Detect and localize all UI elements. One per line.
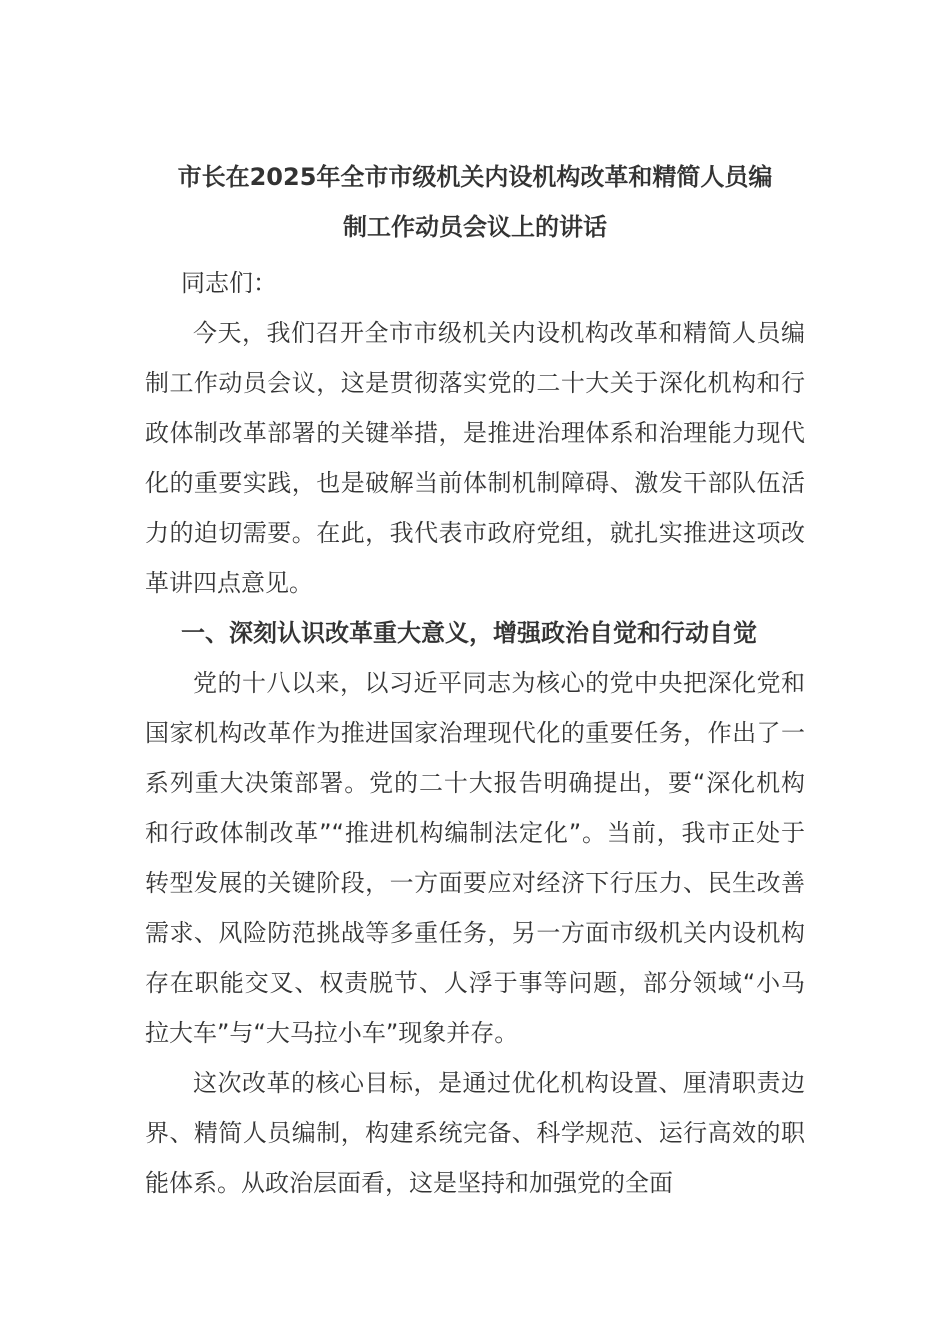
section1-paragraph-2: 这次改革的核心目标，是通过优化机构设置、厘清职责边界、精简人员编制，构建系统完备、科学规范、运行高效的职能体系。从政治层面看，这是坚持和加强党的全面: [145, 1069, 805, 1197]
document-title: [145, 152, 805, 252]
title-line-2: 制工作动员会议上的讲话: [343, 213, 607, 241]
intro-paragraph: 今天，我们召开全市市级机关内设机构改革和精简人员编制工作动员会议，这是贯彻落实党的二十大关于深化机构和行政体制改革部署的关键举措，是推进治理体系和治理能力现代化的重要实践，也是破解当前体制机制障碍、激发干部队伍活力的迫切需要。在此，我代表市政府党组，就扎实推进这项改革讲四点意见。: [145, 319, 805, 597]
title-line-1: 市长在2025年全市市级机关内设机构改革和精简人员编: [177, 163, 773, 191]
section-heading-1: 一、深刻认识改革重大意义，增强政治自觉和行动自觉: [181, 619, 757, 647]
section1-paragraph-1: 党的十八以来，以习近平同志为核心的党中央把深化党和国家机构改革作为推进国家治理现代化的重要任务，作出了一系列重大决策部署。党的二十大报告明确提出，要“深化机构和行政体制改革”“推进机构编制法定化”。当前，我市正处于转型发展的关键阶段，一方面要应对经济下行压力、民生改善需求、风险防范挑战等多重任务，另一方面市级机关内设机构存在职能交叉、权责脱节、人浮于事等问题，部分领域“小马拉大车”与“大马拉小车”现象并存。: [145, 669, 805, 1047]
document-body: [145, 152, 805, 1208]
salutation: 同志们：: [181, 269, 277, 297]
